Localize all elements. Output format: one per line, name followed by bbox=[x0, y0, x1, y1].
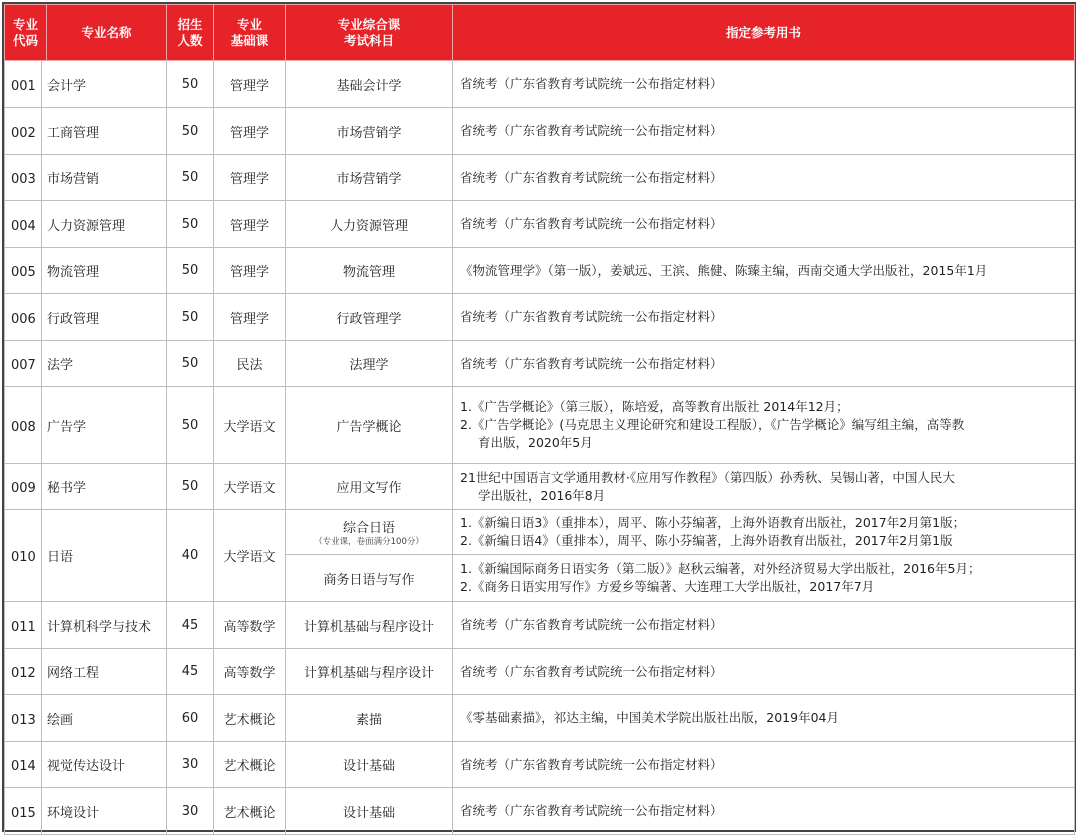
reference-book-line: 《零基础素描》，祁达主编，中国美术学院出版社出版，2019年04月 bbox=[460, 710, 839, 725]
major-cell bbox=[5, 387, 167, 464]
major-code: 014 bbox=[11, 759, 36, 774]
major-name: 网络工程 bbox=[47, 666, 100, 681]
exam-subject-cell: 物流管理 bbox=[286, 248, 453, 294]
major-code: 004 bbox=[11, 218, 36, 234]
header-code: 专业 代码 bbox=[5, 5, 47, 61]
reference-books-cell bbox=[453, 294, 1075, 341]
table-body bbox=[5, 61, 1075, 835]
basic-course-cell: 管理学 bbox=[214, 248, 286, 294]
basic-course-cell: 管理学 bbox=[214, 201, 286, 248]
table-row bbox=[5, 695, 1075, 742]
exam-subject-cell: 基础会计学 bbox=[286, 61, 453, 108]
header-basic: 专业 基础课 bbox=[214, 5, 286, 61]
exam-subject-note: （专业课，卷面满分100分） bbox=[314, 536, 424, 547]
basic-course-cell: 高等数学 bbox=[214, 649, 286, 695]
major-cell bbox=[5, 108, 167, 155]
basic-course-cell: 高等数学 bbox=[214, 602, 286, 649]
table-row bbox=[5, 108, 1075, 155]
enrollment-table bbox=[4, 4, 1075, 835]
major-name: 市场营销 bbox=[47, 172, 100, 187]
major-name: 行政管理 bbox=[47, 311, 100, 327]
reference-book-line: 1.《新编国际商务日语实务（第二版）》赵秋云编著，对外经济贸易大学出版社，2016年5月； bbox=[460, 561, 981, 576]
basic-course-cell: 大学语文 bbox=[214, 510, 286, 602]
major-name: 绘画 bbox=[47, 712, 74, 728]
table-row bbox=[5, 387, 1075, 464]
major-cell bbox=[5, 649, 167, 695]
exam-subject-cell: 行政管理学 bbox=[286, 294, 453, 341]
table-row bbox=[5, 201, 1075, 248]
major-name: 工商管理 bbox=[47, 125, 100, 141]
major-code: 003 bbox=[11, 172, 36, 187]
exam-subject-cell: 素描 bbox=[286, 695, 453, 742]
table-row bbox=[5, 61, 1075, 108]
table-row bbox=[5, 602, 1075, 649]
table-row bbox=[5, 155, 1075, 201]
reference-books-cell bbox=[453, 201, 1075, 248]
table-row bbox=[5, 248, 1075, 294]
major-code: 015 bbox=[11, 805, 36, 821]
quota-cell: 50 bbox=[167, 155, 214, 201]
major-code: 010 bbox=[11, 550, 36, 565]
reference-books-cell bbox=[453, 742, 1075, 788]
major-cell bbox=[5, 788, 167, 835]
basic-course-cell: 民法 bbox=[214, 341, 286, 387]
basic-course-cell: 管理学 bbox=[214, 61, 286, 108]
major-name: 人力资源管理 bbox=[47, 218, 126, 234]
reference-books-cell bbox=[453, 555, 1075, 602]
quota-cell: 45 bbox=[167, 649, 214, 695]
major-cell bbox=[5, 294, 167, 341]
quota-cell: 40 bbox=[167, 510, 214, 602]
quota-cell: 30 bbox=[167, 788, 214, 835]
basic-course-cell: 艺术概论 bbox=[214, 742, 286, 788]
exam-subject-cell bbox=[286, 510, 453, 555]
major-cell bbox=[5, 155, 167, 201]
major-code: 011 bbox=[11, 619, 36, 635]
table-row bbox=[5, 510, 1075, 555]
major-code: 007 bbox=[11, 358, 36, 373]
major-code: 002 bbox=[11, 125, 36, 141]
header-name: 专业名称 bbox=[47, 5, 167, 61]
major-name: 视觉传达设计 bbox=[47, 759, 126, 774]
reference-books-cell bbox=[453, 602, 1075, 649]
major-cell bbox=[5, 695, 167, 742]
quota-cell: 30 bbox=[167, 742, 214, 788]
major-cell bbox=[5, 341, 167, 387]
basic-course-cell: 艺术概论 bbox=[214, 695, 286, 742]
exam-subject-cell: 计算机基础与程序设计 bbox=[286, 649, 453, 695]
table-row bbox=[5, 788, 1075, 835]
header-row bbox=[5, 5, 1075, 61]
major-cell bbox=[5, 742, 167, 788]
reference-book-line: 省统考（广东省教育考试院统一公布指定材料） bbox=[460, 756, 723, 772]
exam-subject-cell: 市场营销学 bbox=[286, 155, 453, 201]
reference-book-line: 《物流管理学》（第一版），姜斌远、王滨、熊健、陈臻主编，西南交通大学出版社，2015年1月 bbox=[460, 262, 988, 278]
table-row bbox=[5, 649, 1075, 695]
header-quota: 招生 人数 bbox=[167, 5, 214, 61]
reference-books-cell bbox=[453, 108, 1075, 155]
reference-books-cell bbox=[453, 649, 1075, 695]
reference-books-cell bbox=[453, 61, 1075, 108]
exam-subject-name: 综合日语 bbox=[342, 520, 395, 536]
quota-cell: 60 bbox=[167, 695, 214, 742]
reference-books-cell bbox=[453, 387, 1075, 464]
exam-subject-cell: 应用文写作 bbox=[286, 464, 453, 510]
exam-subject-name: 商务日语与写作 bbox=[323, 572, 415, 588]
reference-books-cell bbox=[453, 464, 1075, 510]
exam-subject-cell: 人力资源管理 bbox=[286, 201, 453, 248]
basic-course-cell: 大学语文 bbox=[214, 464, 286, 510]
reference-book-line: 省统考（广东省教育考试院统一公布指定材料） bbox=[460, 309, 723, 324]
reference-books-cell bbox=[453, 248, 1075, 294]
reference-book-line: 育出版，2020年5月 bbox=[478, 435, 593, 450]
major-cell bbox=[5, 510, 167, 602]
exam-subject-cell: 设计基础 bbox=[286, 742, 453, 788]
reference-book-line: 21世纪中国语言文学通用教材·《应用写作教程》（第四版）孙秀秋、吴锡山著，中国人民大 bbox=[460, 469, 955, 485]
major-cell bbox=[5, 201, 167, 248]
major-name: 物流管理 bbox=[47, 265, 100, 280]
exam-subject-cell: 市场营销学 bbox=[286, 108, 453, 155]
quota-cell: 50 bbox=[167, 341, 214, 387]
table-row bbox=[5, 742, 1075, 788]
reference-book-line: 省统考（广东省教育考试院统一公布指定材料） bbox=[460, 355, 723, 371]
major-name: 法学 bbox=[47, 358, 74, 373]
major-cell bbox=[5, 61, 167, 108]
reference-book-line: 省统考（广东省教育考试院统一公布指定材料） bbox=[460, 803, 723, 818]
table-row bbox=[5, 294, 1075, 341]
table-row bbox=[5, 341, 1075, 387]
quota-cell: 50 bbox=[167, 108, 214, 155]
major-code: 006 bbox=[11, 311, 36, 327]
basic-course-cell: 管理学 bbox=[214, 108, 286, 155]
quota-cell: 50 bbox=[167, 387, 214, 464]
reference-book-line: 2.《商务日语实用写作》方爱乡等编著、大连理工大学出版社，2017年7月 bbox=[460, 579, 875, 594]
major-code: 001 bbox=[11, 78, 36, 94]
quota-cell: 50 bbox=[167, 464, 214, 510]
reference-book-line: 省统考（广东省教育考试院统一公布指定材料） bbox=[460, 216, 723, 231]
exam-subject-cell: 设计基础 bbox=[286, 788, 453, 835]
reference-book-line: 省统考（广东省教育考试院统一公布指定材料） bbox=[460, 123, 723, 138]
major-name: 环境设计 bbox=[47, 805, 100, 821]
major-name: 计算机科学与技术 bbox=[47, 619, 152, 635]
reference-books-cell bbox=[453, 788, 1075, 835]
exam-subject-cell: 广告学概论 bbox=[286, 387, 453, 464]
basic-course-cell: 大学语文 bbox=[214, 387, 286, 464]
table-row bbox=[5, 464, 1075, 510]
reference-book-line: 2.《广告学概论》(马克思主义理论研究和建设工程版），《广告学概论》编写组主编，高等教 bbox=[460, 417, 965, 432]
major-name: 会计学 bbox=[47, 78, 87, 94]
basic-course-cell: 管理学 bbox=[214, 155, 286, 201]
exam-subject-cell: 计算机基础与程序设计 bbox=[286, 602, 453, 649]
quota-cell: 45 bbox=[167, 602, 214, 649]
major-cell bbox=[5, 248, 167, 294]
quota-cell: 50 bbox=[167, 294, 214, 341]
major-code: 008 bbox=[11, 419, 36, 435]
header-subject: 专业综合课 考试科目 bbox=[286, 5, 453, 61]
reference-book-line: 省统考（广东省教育考试院统一公布指定材料） bbox=[460, 617, 723, 632]
exam-subject-cell bbox=[286, 555, 453, 602]
reference-books-cell bbox=[453, 695, 1075, 742]
reference-books-cell bbox=[453, 341, 1075, 387]
major-code: 009 bbox=[11, 481, 36, 496]
major-code: 012 bbox=[11, 666, 36, 681]
reference-book-line: 1.《新编日语3》（重排本），周平、陈小芬编著，上海外语教育出版社，2017年2月第1版； bbox=[460, 515, 966, 530]
quota-cell: 50 bbox=[167, 61, 214, 108]
quota-cell: 50 bbox=[167, 248, 214, 294]
reference-book-line: 省统考（广东省教育考试院统一公布指定材料） bbox=[460, 169, 723, 185]
reference-books-cell bbox=[453, 510, 1075, 555]
header-books: 指定参考用书 bbox=[453, 5, 1075, 61]
major-name: 秘书学 bbox=[47, 481, 87, 496]
major-name: 日语 bbox=[47, 550, 74, 565]
major-code: 013 bbox=[11, 712, 36, 728]
major-cell bbox=[5, 464, 167, 510]
reference-book-line: 学出版社，2016年8月 bbox=[478, 487, 606, 503]
enrollment-table-frame bbox=[2, 2, 1076, 832]
major-name: 广告学 bbox=[47, 419, 87, 435]
reference-book-line: 省统考（广东省教育考试院统一公布指定材料） bbox=[460, 76, 723, 91]
reference-books-cell bbox=[453, 155, 1075, 201]
reference-book-line: 1.《广告学概论》（第三版），陈培爱，高等教育出版社 2014年12月； bbox=[460, 399, 849, 414]
reference-book-line: 2.《新编日语4》（重排本），周平、陈小芬编著，上海外语教育出版社，2017年2月第1版 bbox=[460, 533, 953, 548]
basic-course-cell: 艺术概论 bbox=[214, 788, 286, 835]
basic-course-cell: 管理学 bbox=[214, 294, 286, 341]
reference-book-line: 省统考（广东省教育考试院统一公布指定材料） bbox=[460, 663, 723, 679]
major-code: 005 bbox=[11, 265, 36, 280]
major-cell bbox=[5, 602, 167, 649]
exam-subject-cell: 法理学 bbox=[286, 341, 453, 387]
quota-cell: 50 bbox=[167, 201, 214, 248]
